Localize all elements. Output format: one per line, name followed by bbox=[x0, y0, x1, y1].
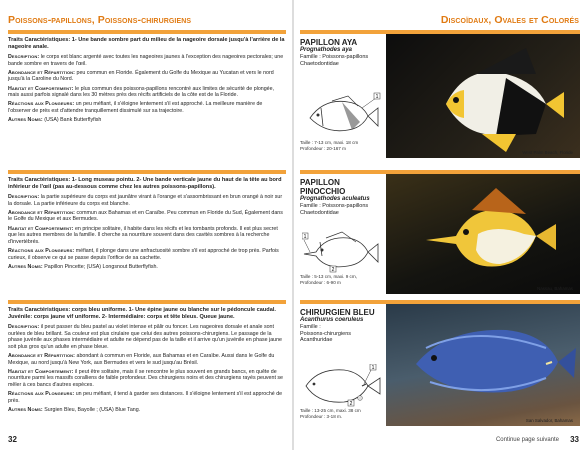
label-reactions: Réactions aux Plongeurs: bbox=[8, 101, 75, 108]
species-entry-aya bbox=[8, 37, 286, 126]
text-reactions: un peu méfiant, il s'éloigne lentement s'il est approché. La meilleure manière de l'observer de près est d'attendre tranquillement dissimulé sur sa trajectoire. bbox=[8, 101, 263, 114]
left-page bbox=[0, 0, 293, 450]
right-page bbox=[294, 0, 587, 450]
entry-traits: Traits Caractéristiques: corps bleu uniforme. 1- Une épine jaune ou blanche sur le pédoncule caudal. Juvénile: corps jaune vif uniforme. 2- Intermédiaire: corps et tête bleus. Queue jaune. bbox=[8, 307, 276, 320]
text-autres: Papillon Pincette; (USA) Longsnout Butterflyfish. bbox=[44, 263, 158, 270]
label-abondance: Abondance et Répartition: bbox=[8, 352, 76, 359]
text-description: il peut passer du bleu pastel au violet intense et pâlir ou foncer. Les nageoires dorsale et anale sont ourlées de bleu brillant. Sa couleur est plus cirulaire que celui des autres poissons-chirurgiens. Le passage de la phase juvénile aux phases intermédiaire et adulte ne dépend pas de la taille et il arrive qu'un juvénile en phase jaune soit plus gros qu'un adulte en phase bleue. bbox=[8, 324, 282, 350]
size-text: Taille : 7-13 cm, maxi. 18 cm bbox=[300, 140, 359, 145]
label-description: Description: bbox=[8, 194, 40, 200]
species-label-pinocchio bbox=[300, 178, 386, 216]
section-divider bbox=[8, 300, 286, 304]
text-habitat: en principe solitaire, il habite dans les récifs et les tombants profonds. Il est plus secret que les autres membres de la famille. Il cherche sa nourriture souvent dans des cavités sombres à la recherche d'invertébrés. bbox=[8, 225, 278, 245]
species-common-name: PAPILLON PINOCCHIO bbox=[300, 178, 346, 196]
right-page-header: Discoïdaux, Ovales et Colorés bbox=[440, 14, 579, 26]
species-family-latin: Chaetodontidae bbox=[300, 60, 339, 67]
label-reactions: Réactions aux Plongeurs: bbox=[8, 247, 75, 254]
page-number-right: 33 bbox=[570, 435, 579, 444]
species-common-name: CHIRURGIEN BLEU bbox=[300, 308, 375, 317]
label-abondance: Abondance et Répartition: bbox=[8, 209, 76, 216]
species-label-aya bbox=[300, 38, 386, 67]
species-entry-pinocchio bbox=[8, 177, 286, 273]
species-scientific-name: Prognathodes aya bbox=[300, 47, 353, 53]
species-family-latin: Acanthuridae bbox=[300, 337, 333, 344]
label-description: Description: bbox=[8, 324, 40, 330]
text-abondance: peu commun en Floride. Également du Golfe du Mexique au Yucatan et vers le nord jusqu'à la Caroline du Nord. bbox=[8, 69, 274, 83]
species-family-latin: Chaetodontidae bbox=[300, 209, 339, 216]
label-autres: Autres Noms: bbox=[8, 117, 43, 124]
label-reactions: Réactions aux Plongeurs: bbox=[8, 391, 75, 398]
text-habitat: le plus commun des poissons-papillons rencontré aux limites de sécurité de plongée, mais aussi parfois signalé dans les 30 mètres près des récifs artificiels de la côte est de la Floride. bbox=[8, 85, 275, 99]
species-size-pinocchio bbox=[300, 274, 357, 285]
text-reactions: méfiant, il plonge dans une anfractuosité sombre s'il est approché de trop près. Parfois curieux, il observe ce qui se passe depuis l'orifice de sa cachette. bbox=[8, 247, 279, 261]
species-size-aya bbox=[300, 140, 358, 151]
species-label-chirurgien bbox=[300, 308, 386, 344]
text-abondance: abondant à commun en Floride, aux Bahamas et en Caraïbe. Aussi dans le Golfe du Mexique, au nord jusqu'à New York, aux Bermudes et vers le sud jusqu'au Brésil. bbox=[8, 352, 275, 366]
fish-sketch-pinocchio bbox=[302, 230, 382, 274]
label-habitat: Habitat et Comportement: bbox=[8, 85, 74, 92]
photo-caption: San Salvador, Bahamas bbox=[525, 418, 573, 423]
text-habitat: il peut être solitaire, mais il se rencontre le plus souvent en grands bancs, en quête de nourriture parmi les massifs coralliens de faible profondeur. Des chirurgiens noirs et des chirurgiens rayés peuvent se mêler à ces bancs d'autres espèces. bbox=[8, 368, 283, 388]
sketch-number: 1 bbox=[371, 365, 375, 371]
label-habitat: Habitat et Comportement: bbox=[8, 225, 74, 232]
text-description: le corps est blanc argenté avec toutes les nageoires jaunes à l'exception des nageoires pectorales; une bande sombre en travers de l'œil. bbox=[8, 54, 284, 67]
species-family-common: Poissons-chirurgiens bbox=[300, 330, 352, 337]
depth-text: Profondeur : 6-90 m bbox=[300, 279, 341, 285]
size-text: Taille : 5-13 cm, maxi. 9 cm, bbox=[300, 274, 357, 279]
svg-text:1: 1 bbox=[303, 234, 307, 240]
photo-caption: Nassau, Bahamas bbox=[537, 286, 573, 291]
label-abondance: Abondance et Répartition: bbox=[8, 69, 76, 76]
species-scientific-name: Prognathodes aculeatus bbox=[300, 196, 370, 202]
section-divider bbox=[8, 30, 286, 34]
label-habitat: Habitat et Comportement: bbox=[8, 368, 74, 375]
label-description: Description: bbox=[8, 54, 40, 60]
species-family: Famille : bbox=[300, 324, 321, 330]
text-abondance: commun aux Bahamas et en Caraïbe. Peu commun en Floride du Sud, Également dans le Golfe du Mexique et aux Bermudes. bbox=[8, 209, 283, 223]
species-entry-chirurgien bbox=[8, 307, 286, 416]
fish-sketch-chirurgien bbox=[302, 364, 386, 408]
label-autres: Autres Noms: bbox=[8, 263, 43, 270]
continue-note: Continue page suivante bbox=[495, 437, 559, 443]
photo-pinocchio bbox=[386, 174, 580, 294]
species-common-name: PAPILLON AYA bbox=[300, 38, 358, 47]
text-autres: (USA) Bank Butterflyfish bbox=[44, 117, 102, 124]
sketch-number: 2 bbox=[349, 401, 353, 407]
svg-text:2: 2 bbox=[331, 267, 335, 273]
photo-chirurgien bbox=[386, 304, 580, 426]
photo-caption: West Palm Beach, Floride bbox=[522, 150, 573, 155]
species-size-chirurgien bbox=[300, 408, 361, 419]
species-family: Famille : Poissons-papillons bbox=[300, 203, 369, 209]
text-autres: Surgien Bleu, Bayolle ; (USA) Blue Tang. bbox=[44, 406, 141, 413]
text-description: la partie supérieure du corps est jaunâtre virant à l'orange et s'assombrissant en brun orangé à noir sur la dorsale. La partie inférieure du corps est blanche. bbox=[8, 194, 283, 207]
depth-text: Profondeur : 20-167 m bbox=[300, 145, 346, 151]
label-autres: Autres Noms: bbox=[8, 406, 43, 413]
fish-sketch-aya bbox=[302, 92, 382, 140]
depth-text: Profondeur : 3-18 m. bbox=[300, 413, 343, 419]
text-reactions: un peu méfiant, il tend à garder ses distances. Il s'éloigne lentement s'il est approché de près. bbox=[8, 391, 283, 404]
species-scientific-name: Acanthurus coeruleus bbox=[300, 317, 364, 323]
entry-traits: Traits Caractéristiques: 1- Long museau pointu. 2- Une bande verticale jaune du haut de la tête au bord inférieur de l'œil (pas au-dessous comme chez les autres poissons-papillons). bbox=[8, 177, 282, 190]
entry-traits: Traits Caractéristiques: 1- Une bande sombre part du milieu de la nageoire dorsale jusqu'à l'arrière de la nageoire anale. bbox=[8, 37, 285, 50]
left-page-header: Poissons-papillons, Poissons-chirurgiens bbox=[8, 14, 192, 26]
page-number-left: 32 bbox=[8, 435, 17, 444]
species-family: Famille : Poissons-papillons bbox=[300, 54, 369, 60]
svg-text:1: 1 bbox=[375, 94, 379, 100]
size-text: Taille : 13-25 cm, maxi. 38 cm bbox=[300, 408, 361, 413]
section-divider bbox=[8, 170, 286, 174]
photo-aya bbox=[386, 34, 580, 158]
